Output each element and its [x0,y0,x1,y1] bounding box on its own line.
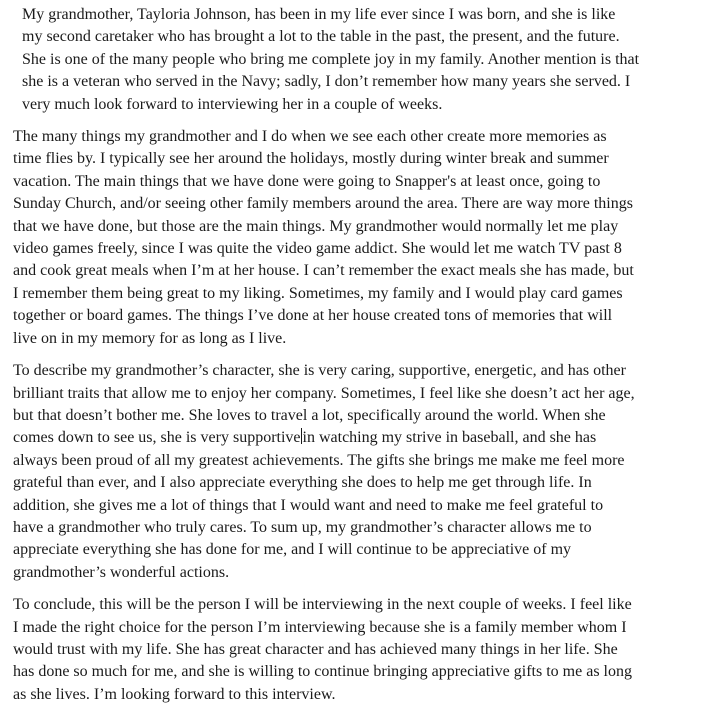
paragraph-conclusion[interactable] [13,594,697,706]
text-line: time flies by. I typically see her around the holidays, mostly during winter break and summer [13,150,609,168]
text-line: The many things my grandmother and I do when we see each other create more memories as [13,128,607,146]
text-line: I remember them being great to my liking. Sometimes, my family and I would play card games [13,284,623,302]
text-line: brilliant traits that allow me to enjoy her company. Sometimes, I feel like she doesn’t act her age, [13,384,635,402]
text-line: live on in my memory for as long as I live. [13,329,287,347]
text-line: addition, she gives me a lot of things that I would want and need to make me feel grateful to [13,496,604,514]
text-line: together or board games. The things I’ve done at her house created tons of memories that will [13,307,613,325]
text-line: vacation. The main things that we have done were going to Snapper's at least once, going to [13,172,601,190]
text-after-caret: in watching my strive in baseball, and she has [302,429,597,447]
text-line: but that doesn’t bother me. She loves to travel a lot, specifically around the world. When she [13,406,606,424]
text-line: She is one of the many people who bring me complete joy in my family. Another mention is that [22,50,640,68]
text-line: I made the right choice for the person I’m interviewing because she is a family member whom I [13,618,627,636]
text-line: have a grandmother who truly cares. To sum up, my grandmother’s character allows me to [13,518,592,536]
paragraph-introduction[interactable] [13,4,697,116]
text-line: that we have done, but those are the main things. My grandmother would normally let me play [13,217,619,235]
text-cursor [301,428,302,444]
text-line: grateful than ever, and I also appreciate everything she does to help me get through life. In [13,474,592,492]
text-line: my second caretaker who has brought a lot to the table in the past, the present, and the future. [22,28,620,46]
text-line: appreciate everything she has done for me, and I will continue to be appreciative of my [13,541,572,559]
paragraph-activities[interactable] [13,126,697,350]
text-line: and cook great meals when I’m at her house. I can’t remember the exact meals she has made, but [13,262,634,280]
text-line: she is a veteran who served in the Navy; sadly, I don’t remember how many years she served. I [22,73,631,91]
text-line: has done so much for me, and she is willing to continue bringing appreciative gifts to me as long [13,663,632,681]
text-line-with-caret [13,427,697,449]
text-line: would trust with my life. She has great character and has achieved many things in her life. She [13,640,618,658]
text-line: grandmother’s wonderful actions. [13,563,230,581]
text-line: always been proud of all my greatest achievements. The gifts she brings me make me feel more [13,451,625,469]
text-line: To describe my grandmother’s character, she is very caring, supportive, energetic, and has other [13,362,626,380]
text-line: Sunday Church, and/or seeing other family members around the area. There are way more things [13,195,633,213]
text-line: as she lives. I’m looking forward to this interview. [13,685,336,703]
text-line: To conclude, this will be the person I will be interviewing in the next couple of weeks. I feel like [13,596,632,614]
paragraph-character[interactable] [13,360,697,584]
text-before-caret: comes down to see us, she is very supportive [13,429,301,447]
text-line: very much look forward to interviewing her in a couple of weeks. [22,95,443,113]
text-line: video games freely, since I was quite the video game addict. She would let me watch TV past 8 [13,240,622,258]
text-line: My grandmother, Tayloria Johnson, has been in my life ever since I was born, and she is like [22,6,616,23]
